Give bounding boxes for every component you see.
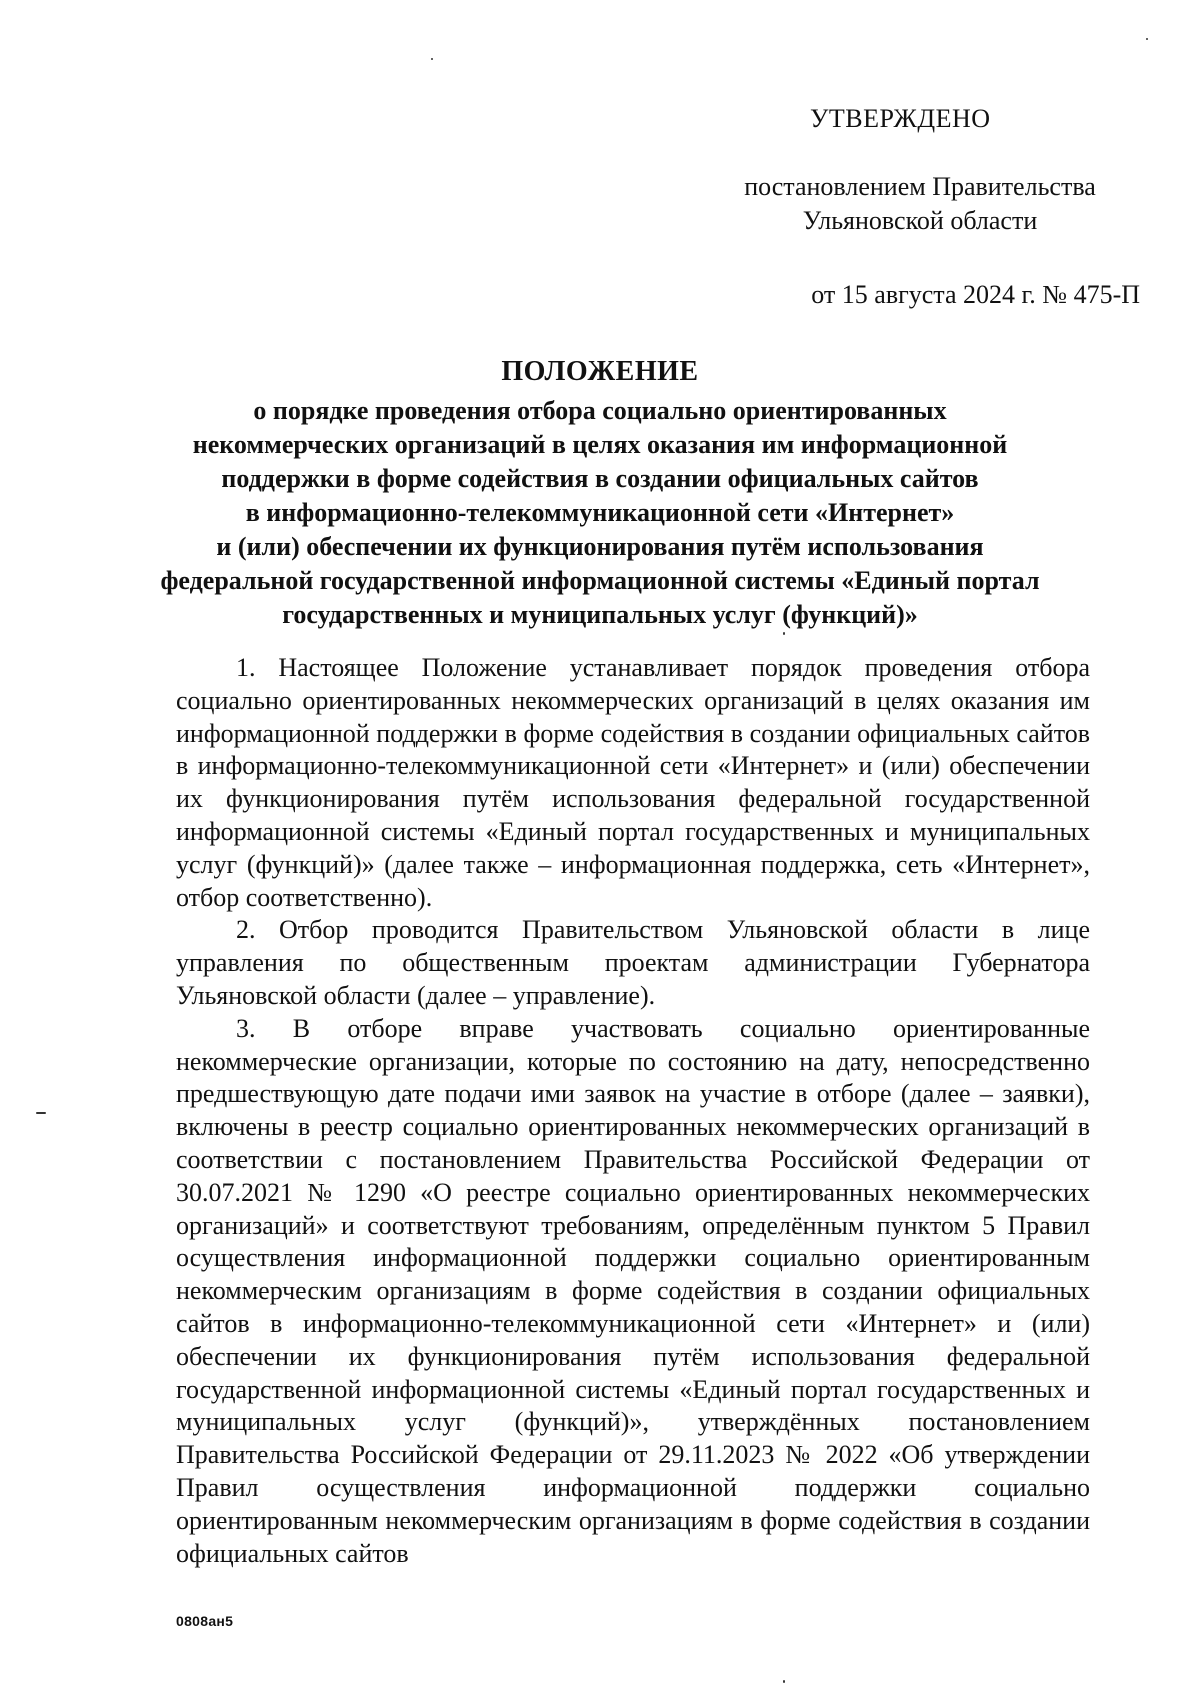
footer-document-code: 0808ан5 <box>176 1613 234 1629</box>
scan-speck <box>783 632 785 635</box>
scan-speck <box>36 1112 46 1114</box>
approval-stamp-line-2: Ульяновской области <box>802 206 1038 235</box>
approval-stamp-line-1: постановлением Правительства <box>744 172 1096 201</box>
subtitle-line: некоммерческих организаций в целях оказания им информационной <box>192 430 1008 459</box>
subtitle-line: о порядке проведения отбора социально ориентированных <box>253 396 947 425</box>
paragraph-2: 2. Отбор проводится Правительством Ульяновской области в лице управления по общественным проектам администрации Губернатора Ульяновской области (далее – управление). <box>176 915 1090 1010</box>
scan-speck <box>783 1680 785 1683</box>
subtitle-line: федеральной государственной информационной системы «Единый портал <box>160 566 1040 595</box>
approval-stamp-date: от 15 августа 2024 г. № 475-П <box>811 280 1140 309</box>
document-title: ПОЛОЖЕНИЕ <box>501 356 699 387</box>
subtitle-line: в информационно-телекоммуникационной сети «Интернет» <box>245 498 955 527</box>
document-body <box>176 652 1090 1570</box>
subtitle-line: государственных и муниципальных услуг (функций)» <box>282 600 918 629</box>
approval-stamp-title: УТВЕРЖДЕНО <box>810 104 991 133</box>
paragraph-1: 1. Настоящее Положение устанавливает порядок проведения отбора социально ориентированных некоммерческих организаций в целях оказания им информационной поддержки в форме содействия в создании официальных сайтов в информационно-телекоммуникационной сети «Интернет» и (или) обеспечении их функционирования путём использования федеральной государственной информационной системы «Единый портал государственных и муниципальных услуг (функций)» (далее также – информационная поддержка, сеть «Интернет», отбор соответственно). <box>176 653 1090 912</box>
subtitle-line: поддержки в форме содействия в создании официальных сайтов <box>221 464 979 493</box>
document-subtitle <box>160 394 1040 632</box>
subtitle-line: и (или) обеспечении их функционирования путём использования <box>216 532 984 561</box>
scan-speck <box>431 58 433 60</box>
scan-speck <box>1146 38 1148 40</box>
paragraph-3: 3. В отборе вправе участвовать социально ориентированные некоммерческие организации, которые по состоянию на дату, непосредственно предшествующую дате подачи ими заявок на участие в отборе (далее – заявки), включены в реестр социально ориентированных некоммерческих организаций в соответствии с постановлением Правительства Российской Федерации от 30.07.2021 № 1290 «О реестре социально ориентированных некоммерческих организаций» и соответствуют требованиям, определённым пунктом 5 Правил осуществления информационной поддержки социально ориентированным некоммерческим организациям в форме содействия в создании официальных сайтов в информационно-телекоммуникационной сети «Интернет» и (или) обеспечении их функционирования путём использования федеральной государственной информационной системы «Единый портал государственных и муниципальных услуг (функций)», утверждённых постановлением Правительства Российской Федерации от 29.11.2023 № 2022 «Об утверждении Правил осуществления информационной поддержки социально ориентированным некоммерческим организациям в форме содействия в создании официальных сайтов <box>176 1013 1090 1568</box>
